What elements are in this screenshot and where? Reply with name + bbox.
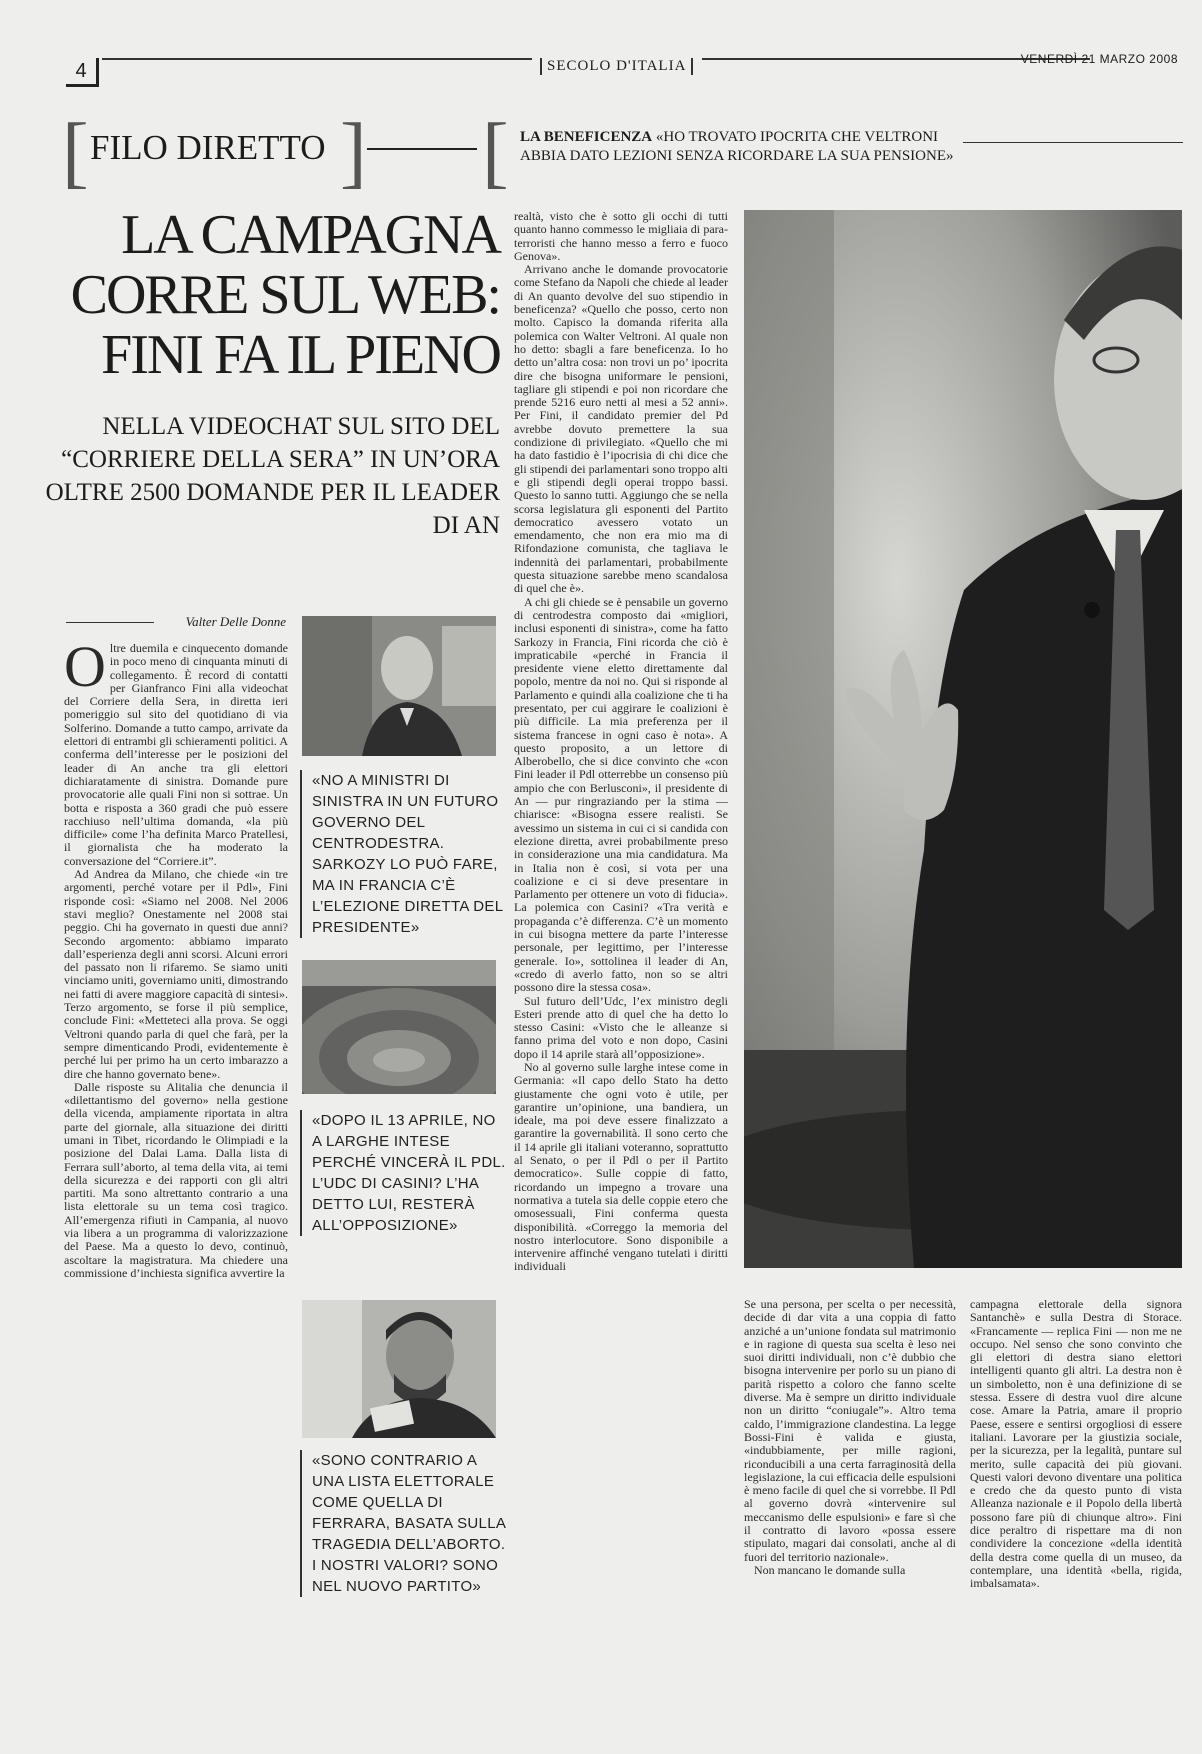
bracket-kicker: [ [482,108,509,196]
paragraph: A chi gli chiede se è pensabile un governo di centrodestra composto dai «migliori, inclusi esponenti di sinistra», come ha fatto Sarkozy in Francia, Fini ricorda che ciò è impraticabile «perché in Francia il presidente viene eletto direttamente dal popolo, mentre da noi no. Qui si risponde al Parlamento e quindi alla coalizione che ti ha presentato, per cui aggirare le coalizioni è più difficile. La mia preferenza per il sistema francese in ogni caso è nota». A questo proposito, a un lettore di Alberobello, che si dice convinto che «con Fini leader il Pdl otterrebbe un consenso più ampio che con Berlusconi», il presidente di An — pur ringraziando per la stima — chiarisce: «Bisogna essere realisti. Se avessimo un sistema in cui ci si candida con elezione diretta, avrei probabilmente preso in considerazione una mia candidatura. Ma in Italia non è così, si vota per una coalizione e ci si deve presentare in Parlamento per ottenere un voto di fiducia». La polemica con Casini? «Tra verità e propaganda c’è differenza. C’è un momento in cui bisogna mettere da parte l’interesse personale, per legittimo, per l’interesse generale. Io», sottolinea il leader di An, «credo di averlo fatto, non so se altri possono dire la stessa cosa». [514,594,728,995]
pull-quote-1: «NO A MINISTRI DI SINISTRA IN UN FUTURO GOVERNO DEL CENTRODESTRA. SARKOZY LO PUÒ FARE, MA IN FRANCIA C’È L’ELEZIONE DIRETTA DEL PRESIDENTE» [300,770,508,938]
paragraph: Ad Andrea da Milano, che chiede «in tre argomenti, perché votare per il Pdl», Fini risponde così: «Siamo nel 2008. Nel 2006 stavi meglio? Onestamente nel 2008 stai peggio. Chi ha governato in questi due anni? Secondo argomento: abbiamo imparato dall’esperienza degli anni scorsi. Alcuni errori del passato non li rifaremo. Se siamo uniti vinciamo uniti, governiamo uniti, dimostrando nei fatti di avere maggiore capacità di sintesi». Terzo argomento, se forse il più semplice, conclude Fini: «Metteteci alla prova. Se oggi Veltroni quando parla di quel che farà, per la sempre dimenticando Prodi, evidentemente è perché lui per primo ha un certo imbarazzo a dire che hanno governato bene». [64,867,288,1081]
header-rule-left [102,58,532,60]
paragraph: Dalle risposte su Alitalia che denuncia il «dilettantismo del governo» nella gestione della vicenda, ampiamente riportata in altra parte del giornale, alla situazione dei diritti umani in Tibet, ricordando le Olimpiadi e la posizione del Dalai Lama. Dalla lista di Ferrara sull’aborto, al tema della vita, ai temi della sicurezza e dei rapporti con gli altri partiti. Ma sono altrettanto contrario a una lista elettorale su un tema così tragico. All’emergenza rifiuti in Campania, al nuovo via libera a un programma di valorizzazione del Paese. Ma a questo lo devo, continuò, ascoltare la magistratura. Ma chiedere una commissione d’inchiesta significa avvertire la [64,1079,288,1280]
paragraph: Non mancano le domande sulla [754,1562,906,1577]
photo-parliament [302,960,496,1094]
headline: LA CAMPAGNA CORRE SUL WEB: FINI FA IL PIENO [70,204,500,386]
photo-parliament-image [302,960,496,1094]
page-header [62,52,1184,84]
kicker-quote [520,128,960,166]
issue-date: VENERDÌ 21 MARZO 2008 [1020,52,1178,66]
article-column-4 [970,1298,1182,1682]
byline: Valter Delle Donne [66,614,286,630]
bracket-open: [ [62,108,89,196]
paragraph: ltre duemila e cinquecento domande in poco meno di cinquanta minuti di collegamento. È record di contatti per Gianfranco Fini alla videochat del Corriere della Sera, in diretta ieri pomeriggio sul sito del quotidiano di via Solferino. Domande a tutto campo, arrivate da elettori di entrambi gli schieramenti politici. A conferma dell’interesse per le posizioni del leader di An anche tra gli elettori dichiaratamente di sinistra. Domande pure provocatorie alle quali Fini non si sottrae. Un botta e risposta a 360 gradi che può essere racchiuso nell’ultima domanda, «la più difficile» come l’ha definita Marco Pratellesi, il giornalista che ha moderato la conversazione del “Corriere.it”. [64,642,288,868]
subheadline: NELLA VIDEOCHAT SUL SITO DEL “CORRIERE DELLA SERA” IN UN’ORA OLTRE 2500 DOMANDE PER IL LEADER DI AN [45,413,500,539]
article-column-3 [744,1298,956,1682]
kicker-rule [963,142,1183,143]
section-label: FILO DIRETTO [90,128,326,167]
paragraph: Sul futuro dell’Udc, l’ex ministro degli Esteri prende atto di quel che ha detto lo stesso Casini: «Visto che le alleanze si fanno prima del voto e non dopo, Casini dopo il 14 aprile starà all’opposizione». [514,993,728,1061]
paragraph: realtà, visto che è sotto gli occhi di tutti quanto hanno commesso le migliaia di para-terroristi che hanno messo a ferro e fuoco Genova». [514,210,728,263]
paragraph: Se una persona, per scelta o per necessità, decide di dar vita a una coppia di fatto anziché a un’unione fondata sul matrimonio e in ragione di questa sua scelta è leso nei suoi diritti individuali, non c’è dubbio che bisogna intervenire per porlo su un piano di parità rispetto a coloro che fanno scelte diverse. Ma è sempre un diritto individuale non un diritto “coniugale”». Altro tema caldo, l’immigrazione clandestina. La legge Bossi-Fini è valida e giusta, «indubbiamente, per mille ragioni, riconducibili a una certa farraginosità della legislazione, la cui efficacia delle espulsioni è meno facile di quel che si vorrebbe. Il Pdl al governo dovrà «intervenire sul meccanismo delle espulsioni» e fare sì che il contratto di lavoro «possa essere stipulato, magari dai consolati, anche al di fuori del territorio nazionale». [744,1298,956,1564]
kicker-text: «HO TROVATO IPOCRITA CHE VELTRONI ABBIA DATO LEZIONI SENZA RICORDARE LA SUA PENSIONE» [520,129,954,164]
article-column-1 [64,642,288,1682]
photo-ferrara-image [302,1300,496,1438]
paragraph: campagna elettorale della signora Santanchè» e sulla Destra di Storace. «Francamente — replica Fini — non me ne occupo. Nel senso che sono convinto che gli elettori di destra siano elettori intelligenti quanto gli altri. La destra non è un simboletto, non è una definizione di se stessa. Essere di destra vuol dire alcune cose. Amare la Patria, amare il proprio Paese, essere e sentirsi orgogliosi di essere italiani. Lavorare per la giustizia sociale, per la sicurezza, per la legalità, puntare sul merito, sulle capacità dei più giovani. Questi valori devono diventare una politica e credo che da questo punto di vista Alleanza nazionale e il Popolo della libertà possono fare più di chiunque altro». Fini dice peraltro di rispettare ma di non condividere la concezione «della identità della destra come quella di un museo, da contemplare, una identità «bella, rigida, imbalsamata». [970,1298,1182,1591]
photo-sarkozy [302,616,496,756]
photo-ferrara [302,1300,496,1438]
photo-fini-image [744,210,1182,1268]
photo-fini [744,210,1182,1268]
page-number: 4 [66,58,99,87]
pull-quote-3: «SONO CONTRARIO A UNA LISTA ELETTORALE COME QUELLA DI FERRARA, BASATA SULLA TRAGEDIA DELL’ABORTO. I NOSTRI VALORI? SONO NEL NUOVO PARTITO» [300,1450,508,1597]
kicker-label: LA BENEFICENZA [520,129,653,145]
bracket-close: ] [340,108,367,196]
photo-sarkozy-image [302,616,496,756]
newspaper-name: SECOLO D'ITALIA [540,58,693,75]
article-column-2 [514,210,728,1682]
paragraph: Arrivano anche le domande provocatorie come Stefano da Napoli che chiede al leader di An quanto devolve del suo stipendio in beneficenza? «Quello che posso, certo non molto. Capisco la domanda riferita alla polemica con Walter Veltroni. Al quale non ho detto: sbagli a fare beneficenza. Io ho detto un’altra cosa: non trovi un po’ ipocrita dire che bisogna uniformare le pensioni, tagliare gli stipendi e poi non ricordare che prende 5216 euro netti al mesi a 52 anni». Per Fini, il candidato premier del Pd avrebbe dovuto premettere la sua condizione di privilegiato. «Quello che mi ha dato fastidio è l’ipocrisia di chi dice che gli stipendi dei parlamentari sono troppo alti e gli stipendi degli operai troppo bassi. Questo lo sanno tutti. Aggiungo che se nella scorsa legislatura gli esponenti del Partito democratico avessero votato un emendamento, che non era mio ma di Rifondazione comunista, che tagliava le indennità dei parlamentari, probabilmente questa situazione sarebbe meno scandalosa di quel che è». [514,262,728,596]
drop-cap: O [64,642,106,699]
paragraph: No al governo sulle larghe intese come in Germania: «Il capo dello Stato ha detto giustamente che ogni voto è utile, per garantire un’opinione, una bandiera, un ideale, ma poi deve essere finalizzato a garantire la governabilità. Il sono certo che il 14 aprile gli italiani voteranno, soprattutto al Senato, o per il Pdl o per il Partito democratico». Sulle coppie di fatto, ricordando un impegno a trovare una normativa a tutela sia delle coppie etero che omosessuali, Fini conferma questa disponibilità. «Correggo la memoria del nostro interlocutore. Sono disponibile a intervenire affinché vengano tutelati i diritti individuali [514,1060,728,1274]
section-rule [367,148,477,150]
pull-quote-2: «DOPO IL 13 APRILE, NO A LARGHE INTESE PERCHÉ VINCERÀ IL PDL. L’UDC DI CASINI? L’HA DETTO LUI, RESTERÀ ALL’OPPOSIZIONE» [300,1110,508,1236]
